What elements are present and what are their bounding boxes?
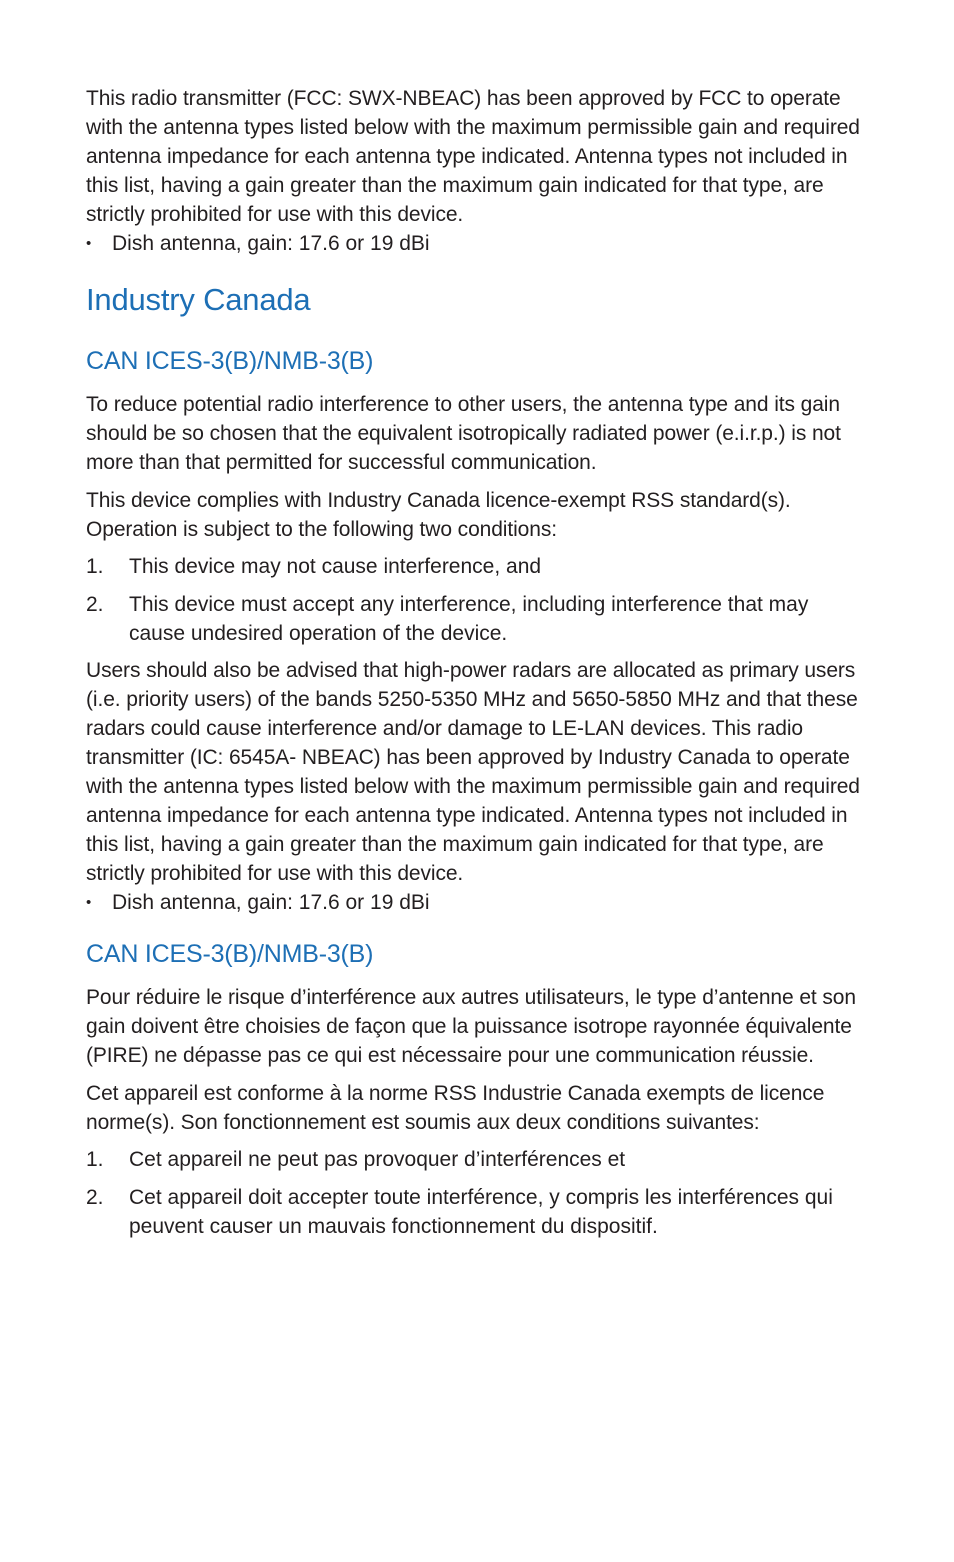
english-paragraph-3: Users should also be advised that high-power radars are allocated as primary users (i.e. priority users) of the bands 5250-5350 MHz and 5650-5850 MHz and that these radars could cause interference and/or damage to LE-LAN devices. This radio transmitter (IC: 6545A- NBEAC) has been approved by Industry Canada to operate with the antenna types listed below with the maximum permissible gain and required antenna impedance for each antenna type indicated. Antenna types not included in this list, having a gain greater than the maximum gain indicated for that type, are strictly prohibited for use with this device.	[86, 659, 860, 885]
bullet-icon: •	[86, 235, 92, 252]
fcc-intro-paragraph: This radio transmitter (FCC: SWX-NBEAC) has been approved by FCC to operate with the antenna types listed below with the maximum permissible gain and required antenna impedance for each antenna type indicated. Antenna types not included in this list, having a gain greater than the maximum gain indicated for that type, are strictly prohibited for use with this device.	[86, 87, 860, 226]
list-item-text: Cet appareil ne peut pas provoquer d’interférences et	[129, 1148, 626, 1171]
list-number: 1.	[86, 555, 104, 578]
subsection-heading-french: CAN ICES-3(B)/NMB-3(B)	[86, 940, 374, 968]
list-number: 1.	[86, 1148, 104, 1171]
list-item	[86, 552, 864, 581]
list-item-text: This device may not cause interference, and	[129, 555, 542, 578]
subsection-heading-english: CAN ICES-3(B)/NMB-3(B)	[86, 347, 374, 375]
list-item	[86, 888, 864, 917]
fcc-antenna-list	[86, 229, 864, 258]
list-number: 2.	[86, 593, 104, 616]
french-paragraph-2: Cet appareil est conforme à la norme RSS Industrie Canada exempts de licence norme(s). Son fonctionnement est soumis aux deux conditions suivantes:	[86, 1082, 825, 1134]
french-paragraph-1: Pour réduire le risque d’interférence aux autres utilisateurs, le type d’antenne et son gain doivent être choisies de façon que la puissance isotrope rayonnée équivalente (PIRE) ne dépasse pas ce qui est nécessaire pour une communication réussie.	[86, 986, 856, 1067]
list-item-text: Dish antenna, gain: 17.6 or 19 dBi	[112, 232, 430, 255]
list-item	[86, 1145, 864, 1174]
list-number: 2.	[86, 1186, 104, 1209]
list-item	[86, 1183, 864, 1241]
english-paragraph-2: This device complies with Industry Canada licence-exempt RSS standard(s). Operation is subject to the following two conditions:	[86, 489, 791, 541]
english-conditions-list	[86, 552, 864, 648]
english-antenna-list	[86, 888, 864, 917]
french-conditions-list	[86, 1145, 864, 1241]
list-item-text: Cet appareil doit accepter toute interférence, y compris les interférences qui peuvent causer un mauvais fonctionnement du dispositif.	[129, 1186, 833, 1238]
section-title-industry-canada: Industry Canada	[86, 282, 311, 317]
english-paragraph-1: To reduce potential radio interference to other users, the antenna type and its gain should be so chosen that the equivalent isotropically radiated power (e.i.r.p.) is not more than that permitted for successful communication.	[86, 393, 841, 474]
bullet-icon: •	[86, 894, 92, 911]
list-item	[86, 590, 864, 648]
list-item-text: This device must accept any interference, including interference that may cause undesired operation of the device.	[129, 593, 809, 645]
list-item	[86, 229, 864, 258]
list-item-text: Dish antenna, gain: 17.6 or 19 dBi	[112, 891, 430, 914]
